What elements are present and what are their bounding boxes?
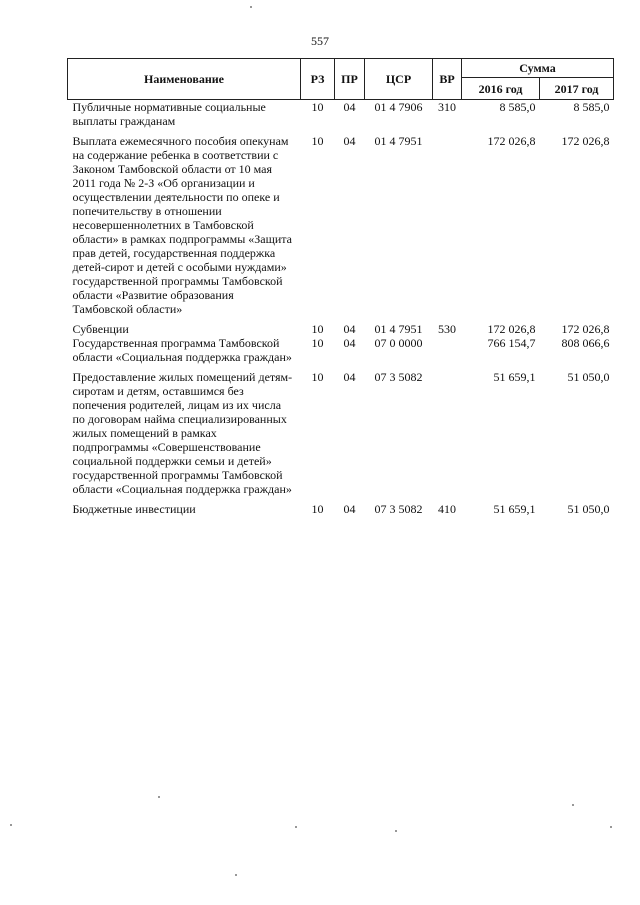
row-vr: 410 xyxy=(438,502,456,516)
scan-speck xyxy=(295,826,297,828)
row-name: Публичные нормативные социальные выплаты гражданам xyxy=(72,100,266,128)
scan-speck xyxy=(10,824,12,826)
scan-speck xyxy=(610,826,612,828)
row-rz: 10 xyxy=(311,336,324,350)
header-vr: ВР xyxy=(433,59,462,100)
row-sum-2016: 172 026,8 xyxy=(487,322,536,336)
table-row xyxy=(68,502,614,516)
row-rz: 10 xyxy=(311,134,324,148)
row-sum-2016: 8 585,0 xyxy=(499,100,536,114)
row-name: Выплата ежемесячного пособия опекунам на содержание ребенка в соответствии с Законом Тамбовской области от 10 мая 2011 года № 2-З «Об организации и осуществлении деятельности по опеке и попечительству в отношении несовершеннолетних в Тамбовской области» в рамках подпрограммы «Защита прав детей, государственная поддержка детей-сирот и детей с особыми нуждами» государственной программы Тамбовской области «Развитие образования Тамбовской области» xyxy=(72,134,292,316)
row-csr: 01 4 7951 xyxy=(374,322,423,336)
table-row xyxy=(68,100,614,129)
row-pr: 04 xyxy=(343,322,356,336)
row-sum-2017: 808 066,6 xyxy=(561,336,610,350)
row-sum-2016: 51 659,1 xyxy=(493,502,536,516)
row-name: Предоставление жилых помещений детям-сиротам и детям, оставшимся без попечения родителей, лицам из их числа по договорам найма специализированных жилых помещений в рамках подпрограммы «Совершенствование социальной поддержки семьи и детей» государственной программы Тамбовской области «Социальная поддержка граждан» xyxy=(72,370,293,496)
row-sum-2017: 51 050,0 xyxy=(567,370,610,384)
header-rz: РЗ xyxy=(301,59,335,100)
row-csr: 01 4 7951 xyxy=(374,134,423,148)
row-csr: 07 0 0000 xyxy=(374,336,423,350)
scan-speck xyxy=(250,6,252,8)
row-sum-2017: 51 050,0 xyxy=(567,502,610,516)
row-pr: 04 xyxy=(343,100,356,114)
row-csr: 07 3 5082 xyxy=(374,370,423,384)
header-pr: ПР xyxy=(335,59,365,100)
header-csr: ЦСР xyxy=(365,59,433,100)
header-sum: Сумма xyxy=(462,59,614,78)
scan-speck xyxy=(158,796,160,798)
row-name: Субвенции xyxy=(72,322,129,336)
table-row xyxy=(68,370,614,496)
header-name: Наименование xyxy=(68,59,301,100)
budget-table xyxy=(67,58,614,516)
row-pr: 04 xyxy=(343,134,356,148)
row-csr: 01 4 7906 xyxy=(374,100,423,114)
row-csr: 07 3 5082 xyxy=(374,502,423,516)
row-pr: 04 xyxy=(343,502,356,516)
header-year-2017: 2017 год xyxy=(540,78,614,100)
header-year-2016: 2016 год xyxy=(462,78,540,100)
row-sum-2016: 172 026,8 xyxy=(487,134,536,148)
row-sum-2017: 172 026,8 xyxy=(561,134,610,148)
row-name: Бюджетные инвестиции xyxy=(72,502,196,516)
row-vr xyxy=(433,370,462,496)
row-rz: 10 xyxy=(311,100,324,114)
scan-speck xyxy=(572,804,574,806)
row-rz: 10 xyxy=(311,322,324,336)
row-rz: 10 xyxy=(311,502,324,516)
row-rz: 10 xyxy=(311,370,324,384)
table-row xyxy=(68,134,614,316)
row-pr: 04 xyxy=(343,336,356,350)
page-number: 557 xyxy=(311,34,329,48)
row-sum-2017: 172 026,8 xyxy=(561,322,610,336)
row-sum-2017: 8 585,0 xyxy=(573,100,610,114)
table-row xyxy=(68,322,614,336)
row-pr: 04 xyxy=(343,370,356,384)
table-row xyxy=(68,336,614,364)
row-name: Государственная программа Тамбовской области «Социальная поддержка граждан» xyxy=(72,336,292,364)
row-sum-2016: 766 154,7 xyxy=(487,336,536,350)
scan-speck xyxy=(235,874,237,876)
row-sum-2016: 51 659,1 xyxy=(493,370,536,384)
row-vr xyxy=(433,336,462,364)
scan-speck xyxy=(395,830,397,832)
row-vr: 310 xyxy=(438,100,456,114)
row-vr xyxy=(433,134,462,316)
row-vr: 530 xyxy=(438,322,456,336)
